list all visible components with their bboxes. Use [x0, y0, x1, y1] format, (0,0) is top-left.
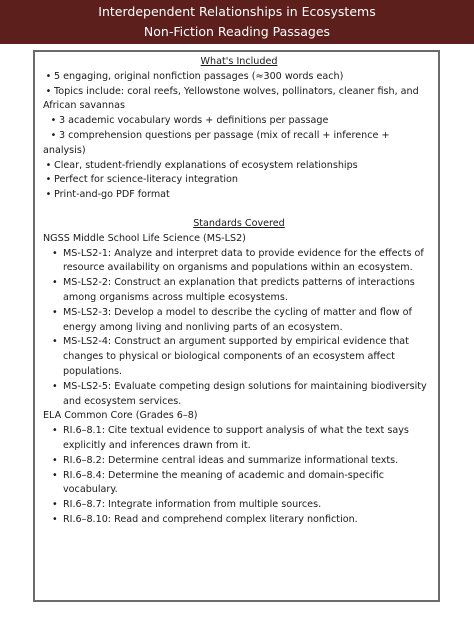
- bullet-dot: •: [52, 425, 58, 437]
- included-item: • Print-and-go PDF format: [43, 188, 435, 203]
- standard-item: • RI.6–8.1: Cite textual evidence to support analysis of what the text says explicitly and inferences drawn from it.: [52, 425, 409, 451]
- bullet-dot: •: [52, 499, 58, 511]
- standard-item: • MS-LS2-1: Analyze and interpret data to provide evidence for the effects of resource availability on organisms and populations within an ecosystem.: [52, 247, 424, 274]
- bullet-dot: •: [52, 469, 58, 481]
- bullet-dot: •: [50, 129, 57, 141]
- section-gap: [43, 203, 435, 217]
- bullet-dot: •: [45, 85, 52, 97]
- included-item: • 5 engaging, original nonfiction passages (≈300 words each): [43, 70, 435, 85]
- bullet-dot: •: [45, 189, 52, 201]
- standard-item: • MS-LS2-4: Construct an argument supported by empirical evidence that changes to physical or biological components of an ecosystem affect populations.: [52, 336, 409, 377]
- included-item: • Topics include: coral reefs, Yellowstone wolves, pollinators, cleaner fish, and African savannas: [43, 85, 419, 112]
- standard-item: • RI.6–8.10: Read and comprehend complex literary nonfiction.: [43, 513, 435, 528]
- bullet-dot: •: [52, 336, 58, 348]
- standard-item: • MS-LS2-3: Develop a model to describe the cycling of matter and flow of energy among living and nonliving parts of an ecosystem.: [52, 306, 412, 333]
- bullet-dot: •: [52, 380, 58, 392]
- bullet-dot: •: [52, 306, 58, 318]
- banner-subtitle: Non-Fiction Reading Passages: [143, 24, 331, 39]
- bullet-dot: •: [45, 174, 52, 186]
- bullet-dot: •: [45, 159, 52, 171]
- bullet-dot: •: [50, 115, 57, 127]
- standards-heading: Standards Covered: [193, 217, 285, 229]
- bullet-dot: •: [52, 247, 58, 259]
- card-content: [43, 55, 435, 528]
- included-item: • 3 academic vocabulary words + definitions per passage: [43, 114, 435, 129]
- standards-group-title: NGSS Middle School Life Science (MS-LS2): [43, 232, 246, 244]
- standard-item: • RI.6–8.2: Determine central ideas and summarize informational texts.: [43, 454, 435, 469]
- title-banner: [0, 0, 474, 44]
- included-item: • 3 comprehension questions per passage (mix of recall + inference + analysis): [43, 129, 390, 156]
- included-item: • Clear, student-friendly explanations of ecosystem relationships: [43, 159, 435, 174]
- bullet-dot: •: [52, 513, 58, 525]
- standard-item: • MS-LS2-2: Construct an explanation that predicts patterns of interactions among organisms across multiple ecosystems.: [52, 277, 415, 303]
- included-item: • Perfect for science-literacy integration: [43, 173, 435, 188]
- standards-group-title: ELA Common Core (Grades 6–8): [43, 410, 198, 422]
- bullet-dot: •: [52, 277, 58, 289]
- banner-title: Interdependent Relationships in Ecosystems: [98, 4, 376, 19]
- bullet-dot: •: [52, 454, 58, 466]
- standard-item: • RI.6–8.7: Integrate information from multiple sources.: [43, 498, 435, 513]
- bullet-dot: •: [45, 70, 52, 82]
- standard-item: • MS-LS2-5: Evaluate competing design solutions for maintaining biodiversity and ecosystem services.: [52, 380, 427, 407]
- standard-item: • RI.6–8.4: Determine the meaning of academic and domain-specific vocabulary.: [52, 469, 385, 496]
- whats-included-heading: What's Included: [200, 56, 278, 67]
